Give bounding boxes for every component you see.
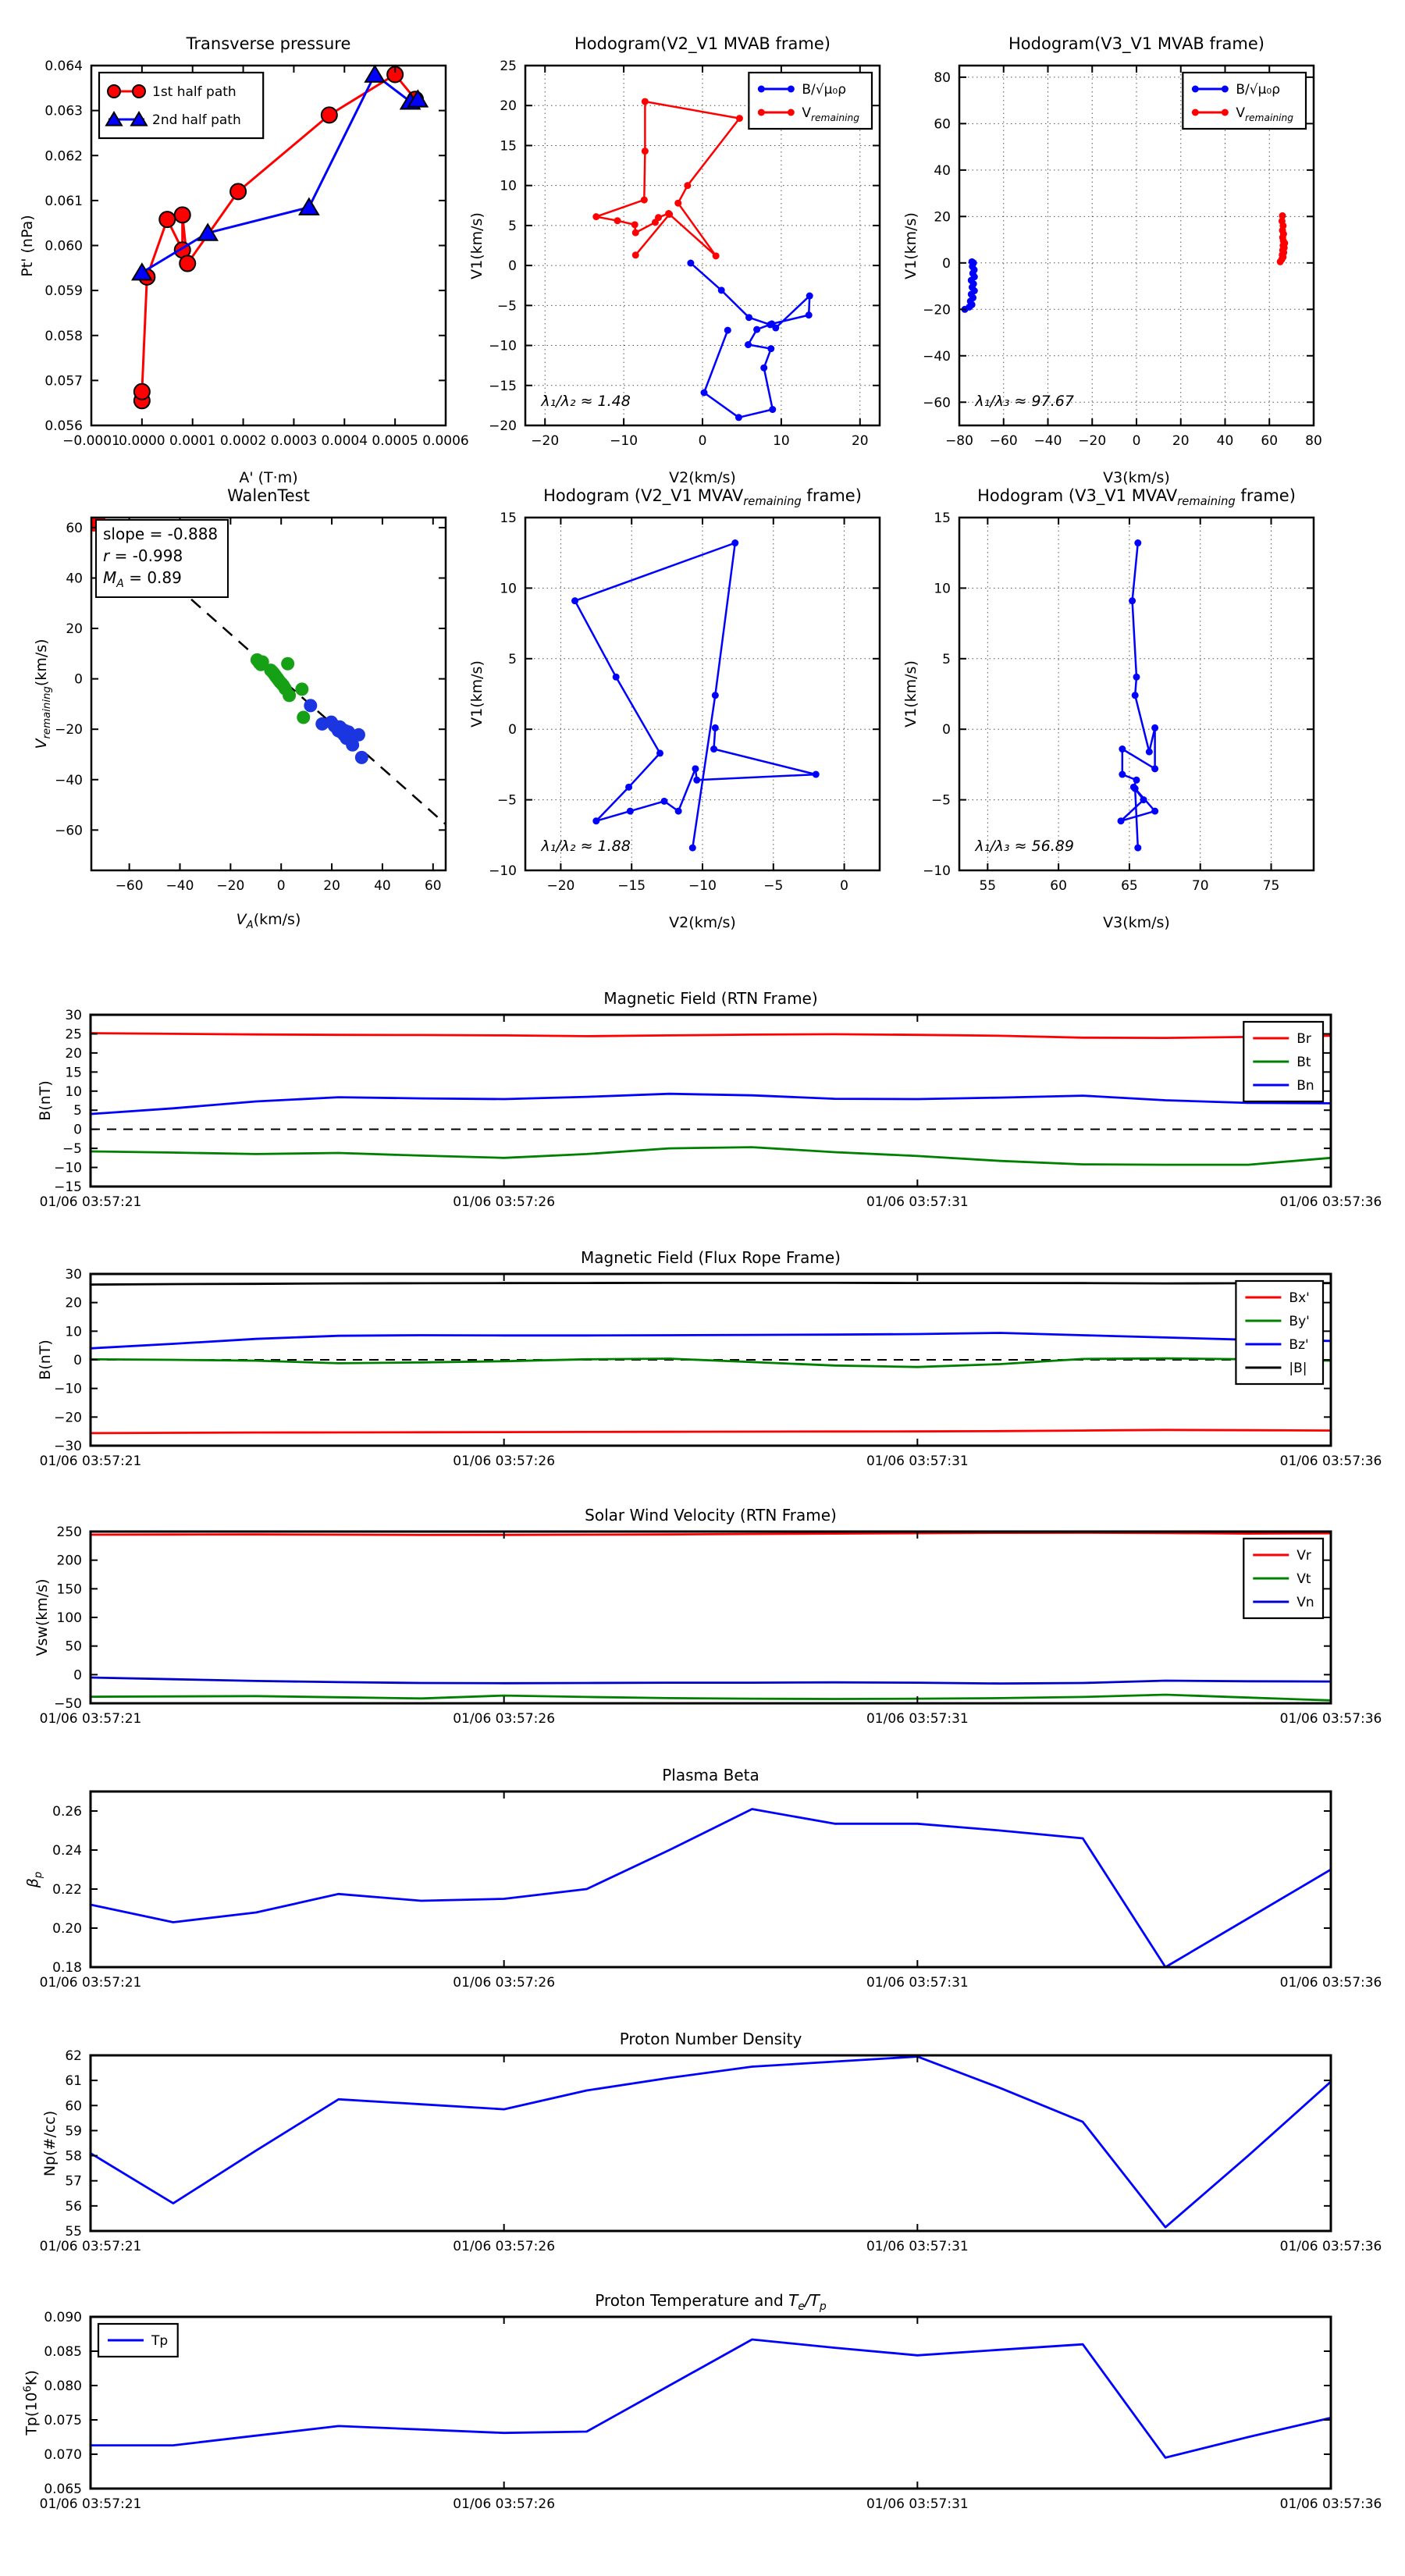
x-tick-label: 01/06 03:57:26: [453, 1975, 556, 1991]
y-axis-label: $\beta_p$: [24, 1871, 44, 1888]
x-tick-label: 01/06 03:57:36: [1279, 1194, 1382, 1210]
hodogram-v3v1-mvav-canvas: [923, 511, 1314, 894]
legend-label: Vn: [1297, 1595, 1314, 1610]
y-tick-label: 60: [934, 116, 951, 133]
y-tick-label: 0.058: [44, 328, 83, 344]
x-tick-label: 60: [424, 878, 442, 894]
y-tick-label: 20: [934, 209, 951, 226]
x-tick-label: 65: [1121, 878, 1138, 894]
x-tick-label: 01/06 03:57:31: [866, 1453, 969, 1469]
y-tick-label: 250: [56, 1525, 82, 1540]
y-tick-label: −50: [54, 1696, 82, 1712]
x-tick-label: 80: [1305, 433, 1322, 449]
y-tick-label: −10: [923, 863, 951, 879]
y-tick-label: 0: [942, 722, 951, 738]
y-axis-label: V1(km/s): [902, 212, 919, 279]
y-axis-label: V1(km/s): [468, 660, 486, 728]
x-axis-label: V2(km/s): [669, 914, 736, 931]
series-line-Br: [91, 1034, 1331, 1038]
x-tick-label: −5: [763, 878, 784, 894]
y-tick-label: 5: [942, 651, 951, 667]
x-axis-label: V3(km/s): [1103, 914, 1170, 931]
y-tick-label: 0: [508, 258, 517, 275]
y-tick-label: 56: [65, 2198, 82, 2215]
x-tick-label: 01/06 03:57:21: [39, 1453, 142, 1469]
x-tick-label: 01/06 03:57:36: [1279, 1711, 1382, 1727]
series-line-|B|: [91, 1283, 1331, 1284]
y-tick-label: 61: [65, 2073, 82, 2090]
series-line-V: [575, 543, 816, 849]
y-tick-label: 60: [66, 520, 83, 536]
y-tick-label: 0.080: [44, 2379, 82, 2394]
x-tick-label: 0.0001: [169, 433, 216, 449]
lambda-ratio-annotation: λ₁/λ₃ ≈ 56.89: [975, 838, 1074, 855]
y-axis-label: $Tp(10^6K)$: [22, 2370, 41, 2435]
plot-title: Hodogram (V2_V1 $MVAV_{remaining}$ frame): [543, 486, 862, 509]
series-group: [91, 1283, 1331, 1433]
y-tick-label: 0: [74, 671, 83, 688]
plot-hodogram-v3v1-mvab: [902, 34, 1322, 486]
y-tick-label: −20: [923, 302, 951, 318]
y-tick-label: 0.057: [44, 373, 83, 390]
y-tick-label: 0.18: [52, 1960, 82, 1976]
y-tick-label: 20: [65, 1295, 82, 1311]
y-tick-label: 20: [66, 621, 83, 638]
x-tick-label: 40: [374, 878, 391, 894]
legend-label: By': [1289, 1314, 1310, 1329]
lambda-ratio-annotation: λ₁/λ₂ ≈ 1.48: [541, 393, 631, 410]
series-line-B/sqrt(mu0 rho): [691, 263, 809, 418]
legend-label: Bn: [1297, 1078, 1314, 1094]
plot-title: Plasma Beta: [662, 1766, 759, 1784]
plot-title: Magnetic Field (RTN Frame): [603, 989, 818, 1008]
y-tick-label: 200: [56, 1553, 82, 1569]
x-axis-label: $V_A(km/s)$: [236, 911, 301, 931]
y-tick-label: 15: [500, 511, 517, 526]
series-line-Bt: [91, 1147, 1331, 1165]
y-tick-label: −15: [54, 1179, 82, 1195]
y-tick-label: −10: [54, 1160, 82, 1176]
y-tick-label: 20: [500, 98, 517, 115]
y-tick-label: 0.24: [52, 1843, 82, 1859]
plot-title: Solar Wind Velocity (RTN Frame): [585, 1506, 837, 1525]
x-tick-label: 20: [851, 433, 869, 449]
x-tick-label: −20: [1078, 433, 1107, 449]
x-tick-label: 01/06 03:57:26: [453, 1711, 556, 1727]
y-tick-label: −10: [54, 1381, 82, 1397]
x-tick-label: 01/06 03:57:31: [866, 1711, 969, 1727]
series-line-Vt: [91, 1695, 1331, 1700]
y-axis-label: Np(#/cc): [41, 2110, 59, 2176]
series-group: [91, 2339, 1331, 2457]
plot-hodogram-v2v1-mvab: [468, 34, 880, 486]
y-tick-label: −30: [54, 1439, 82, 1454]
y-tick-label: 15: [500, 138, 517, 155]
y-tick-label: 0.26: [52, 1804, 82, 1820]
x-tick-label: 01/06 03:57:36: [1279, 1975, 1382, 1991]
series-line-Np: [91, 2057, 1331, 2228]
series-line-Vn: [91, 1678, 1331, 1684]
x-tick-label: −0.0001: [62, 433, 120, 449]
x-tick-label: 0.0005: [372, 433, 418, 449]
x-tick-label: 0.0004: [321, 433, 368, 449]
x-tick-label: 0: [840, 878, 849, 894]
x-tick-label: 0: [276, 878, 286, 894]
lambda-ratio-annotation: λ₁/λ₃ ≈ 97.67: [975, 393, 1074, 410]
legend-label: B/√μ₀ρ: [1236, 82, 1281, 98]
stat-line-slope: slope = -0.888: [103, 525, 219, 543]
x-tick-label: 01/06 03:57:31: [866, 2496, 969, 2512]
plot-title: WalenTest: [227, 486, 310, 505]
x-tick-label: −20: [531, 433, 560, 449]
x-axis-label: A' (T·m): [239, 469, 298, 486]
y-tick-label: 0.065: [44, 2482, 82, 2497]
legend-label: Bt: [1297, 1055, 1311, 1070]
x-tick-label: 75: [1262, 878, 1280, 894]
y-tick-label: 10: [500, 581, 517, 597]
x-tick-label: 0: [1132, 433, 1141, 449]
y-tick-label: 0.085: [44, 2344, 82, 2360]
x-tick-label: −40: [1033, 433, 1062, 449]
stat-line-ma: $M_A = 0.89$: [103, 568, 182, 590]
stat-line-r: r = -0.998: [103, 546, 183, 565]
plot-title: Magnetic Field (Flux Rope Frame): [581, 1248, 841, 1267]
y-tick-label: 25: [500, 59, 517, 74]
y-tick-label: 62: [65, 2048, 82, 2064]
legend-label: |B|: [1289, 1361, 1307, 1376]
x-tick-label: 01/06 03:57:36: [1279, 1453, 1382, 1469]
y-tick-label: −40: [923, 348, 951, 365]
plot-hodogram-v2v1-mvav: [468, 486, 880, 931]
plot-plasma-beta: [24, 1766, 1382, 1991]
y-tick-label: 0: [73, 1353, 82, 1368]
legend-label: $V_{remaining}$: [1236, 105, 1294, 123]
y-tick-label: 58: [65, 2148, 82, 2165]
series-line-V_remaining: [596, 101, 740, 256]
y-axis-label: V1(km/s): [902, 660, 919, 728]
legend-label: 1st half path: [152, 84, 237, 100]
x-tick-label: 60: [1050, 878, 1067, 894]
y-tick-label: 40: [66, 571, 83, 587]
x-tick-label: −20: [546, 878, 575, 894]
y-tick-label: 0.061: [44, 193, 83, 209]
lambda-ratio-annotation: λ₁/λ₂ ≈ 1.88: [541, 838, 631, 855]
plot-magnetic-field-flux-rope: [37, 1248, 1382, 1469]
plot-title: Hodogram(V3_V1 MVAB frame): [1008, 34, 1264, 53]
plot-solar-wind-velocity: [34, 1506, 1382, 1727]
plot-title: Proton Temperature and $T_e/T_p$: [595, 2291, 827, 2313]
x-tick-label: 01/06 03:57:31: [866, 1975, 969, 1991]
x-tick-label: 10: [773, 433, 790, 449]
x-tick-label: −20: [216, 878, 245, 894]
x-tick-label: 0.0002: [219, 433, 267, 449]
y-tick-label: 5: [508, 218, 517, 234]
x-tick-label: 01/06 03:57:26: [453, 1194, 556, 1210]
plot-proton-number-density: [39, 2030, 1382, 2254]
series-group: [91, 1034, 1331, 1165]
transverse-pressure-canvas: [44, 59, 469, 449]
y-tick-label: 0.070: [44, 2447, 82, 2463]
y-tick-label: 59: [65, 2123, 82, 2140]
y-tick-label: 0.064: [44, 59, 83, 74]
y-tick-label: 10: [934, 581, 951, 597]
series-line-Bz': [91, 1333, 1331, 1349]
plot-walen-test: [33, 486, 446, 931]
x-tick-label: −10: [610, 433, 638, 449]
y-tick-label: 0: [73, 1122, 82, 1138]
y-tick-label: −60: [55, 823, 83, 839]
series-group: [592, 98, 813, 422]
series-group: [1118, 539, 1159, 852]
y-tick-label: 10: [65, 1324, 82, 1340]
x-tick-label: −40: [165, 878, 194, 894]
y-tick-label: 60: [65, 2098, 82, 2115]
y-tick-label: 80: [934, 69, 951, 86]
hodogram-v2v1-mvab-canvas: [489, 59, 880, 449]
y-tick-label: 15: [65, 1065, 82, 1081]
x-tick-label: 0: [698, 433, 707, 449]
x-tick-label: 01/06 03:57:36: [1279, 2496, 1382, 2512]
x-tick-label: 01/06 03:57:26: [453, 1453, 556, 1469]
y-tick-label: −5: [496, 298, 517, 315]
x-tick-label: 01/06 03:57:21: [39, 1194, 142, 1210]
y-tick-label: −20: [55, 722, 83, 738]
plot-title: Proton Number Density: [619, 2030, 802, 2048]
x-tick-label: −60: [115, 878, 144, 894]
y-tick-label: 0.090: [44, 2310, 82, 2325]
plot-title: Transverse pressure: [186, 34, 351, 53]
y-tick-label: 0.056: [44, 418, 83, 434]
plot-hodogram-v3v1-mvav: [902, 486, 1314, 931]
y-tick-label: 0.060: [44, 238, 83, 254]
x-tick-label: 20: [1172, 433, 1190, 449]
y-tick-label: 0: [942, 255, 951, 272]
x-tick-label: 60: [1261, 433, 1279, 449]
x-tick-label: 0.0003: [270, 433, 318, 449]
series-line-Tp: [91, 2339, 1331, 2457]
plot-title: Hodogram (V3_V1 $MVAV_{remaining}$ frame): [977, 486, 1296, 509]
y-tick-label: −5: [62, 1141, 82, 1158]
x-tick-label: 01/06 03:57:26: [453, 2496, 556, 2512]
series-group: [571, 539, 820, 852]
plot-proton-temperature: [22, 2291, 1382, 2512]
hodogram-v2v1-mvav-canvas: [489, 511, 880, 894]
plot-title: Hodogram(V2_V1 MVAB frame): [574, 34, 831, 53]
x-tick-label: 20: [323, 878, 340, 894]
x-tick-label: 01/06 03:57:21: [39, 1975, 142, 1991]
y-tick-label: −40: [55, 772, 83, 788]
plasma-beta-canvas: [39, 1791, 1382, 1991]
series-group: [91, 1809, 1331, 1968]
x-tick-label: 0.0000: [119, 433, 165, 449]
y-tick-label: 57: [65, 2173, 82, 2190]
x-tick-label: 0.0006: [422, 433, 469, 449]
x-tick-label: 40: [1216, 433, 1234, 449]
y-tick-label: 25: [65, 1026, 82, 1043]
series-group: [91, 1533, 1331, 1701]
series-group: [91, 2057, 1331, 2228]
x-tick-label: 01/06 03:57:21: [39, 2239, 142, 2254]
x-tick-label: 01/06 03:57:26: [453, 2239, 556, 2254]
x-tick-label: 01/06 03:57:21: [39, 2496, 142, 2512]
y-tick-label: 100: [56, 1610, 82, 1626]
y-axis-label: B(nT): [37, 1080, 54, 1121]
y-tick-label: −20: [54, 1410, 82, 1426]
y-tick-label: −20: [489, 418, 517, 434]
x-tick-label: 01/06 03:57:31: [866, 2239, 969, 2254]
x-tick-label: −10: [688, 878, 717, 894]
hodogram-v3v1-mvab-canvas: [923, 66, 1322, 449]
y-tick-label: −10: [489, 338, 517, 354]
series-line-beta_p: [91, 1809, 1331, 1968]
x-tick-label: 01/06 03:57:31: [866, 1194, 969, 1210]
plot-transverse-pressure: [19, 34, 469, 486]
y-tick-label: −5: [496, 792, 517, 809]
y-tick-label: 150: [56, 1582, 82, 1598]
y-tick-label: 0.059: [44, 283, 83, 300]
y-tick-label: 0.22: [52, 1882, 82, 1898]
x-tick-label: 01/06 03:57:21: [39, 1711, 142, 1727]
y-tick-label: 0.062: [44, 148, 83, 165]
legend-label: Tp: [151, 2333, 169, 2349]
y-tick-label: 0: [508, 722, 517, 738]
y-tick-label: 50: [65, 1638, 82, 1655]
y-tick-label: 30: [65, 1267, 82, 1283]
y-axis-label: $V_{remaining}(km/s)$: [33, 639, 53, 749]
series-line-Bx': [91, 1430, 1331, 1433]
y-tick-label: 20: [65, 1045, 82, 1062]
x-axis-label: V2(km/s): [669, 469, 736, 486]
y-tick-label: −60: [923, 395, 951, 411]
y-tick-label: 0: [73, 1667, 82, 1684]
y-tick-label: 5: [508, 651, 517, 667]
y-axis-label: V1(km/s): [468, 212, 486, 279]
walen-stats-box: [95, 519, 229, 598]
x-axis-label: V3(km/s): [1103, 469, 1170, 486]
x-tick-label: 55: [979, 878, 997, 894]
y-axis-label: Vsw(km/s): [34, 1578, 51, 1656]
y-tick-label: −10: [489, 863, 517, 879]
y-axis-label: B(nT): [37, 1340, 54, 1380]
y-tick-label: 10: [65, 1083, 82, 1100]
y-tick-label: 10: [500, 178, 517, 194]
x-tick-label: −80: [945, 433, 973, 449]
y-tick-label: 15: [934, 511, 951, 526]
legend-label: $V_{remaining}$: [802, 105, 860, 123]
series-line-Bn: [91, 1094, 1331, 1114]
series-line-Vr: [91, 1533, 1331, 1535]
legend-label: Bz': [1289, 1337, 1309, 1353]
legend-label: Bx': [1289, 1290, 1310, 1306]
legend-label: B/√μ₀ρ: [802, 82, 847, 98]
proton-temperature-canvas: [39, 2310, 1382, 2512]
legend-label: Br: [1297, 1031, 1311, 1047]
y-axis-label: Pt' (nPa): [19, 214, 36, 277]
x-tick-label: 70: [1191, 878, 1209, 894]
x-tick-label: 01/06 03:57:36: [1279, 2239, 1382, 2254]
legend-label: Vt: [1297, 1571, 1311, 1587]
y-tick-label: −5: [930, 792, 951, 809]
legend-label: Vr: [1297, 1548, 1311, 1564]
y-tick-label: 0.063: [44, 103, 83, 119]
y-tick-label: 55: [65, 2224, 82, 2240]
y-tick-label: 0.075: [44, 2413, 82, 2428]
y-tick-label: 5: [73, 1103, 82, 1119]
y-tick-label: −15: [489, 378, 517, 394]
x-tick-label: −60: [989, 433, 1018, 449]
y-tick-label: 0.20: [52, 1921, 82, 1937]
y-tick-label: 40: [934, 162, 951, 179]
legend-label: 2nd half path: [152, 112, 241, 128]
y-tick-label: 30: [65, 1008, 82, 1023]
plot-magnetic-field-rtn: [37, 989, 1382, 1210]
x-tick-label: −15: [617, 878, 646, 894]
